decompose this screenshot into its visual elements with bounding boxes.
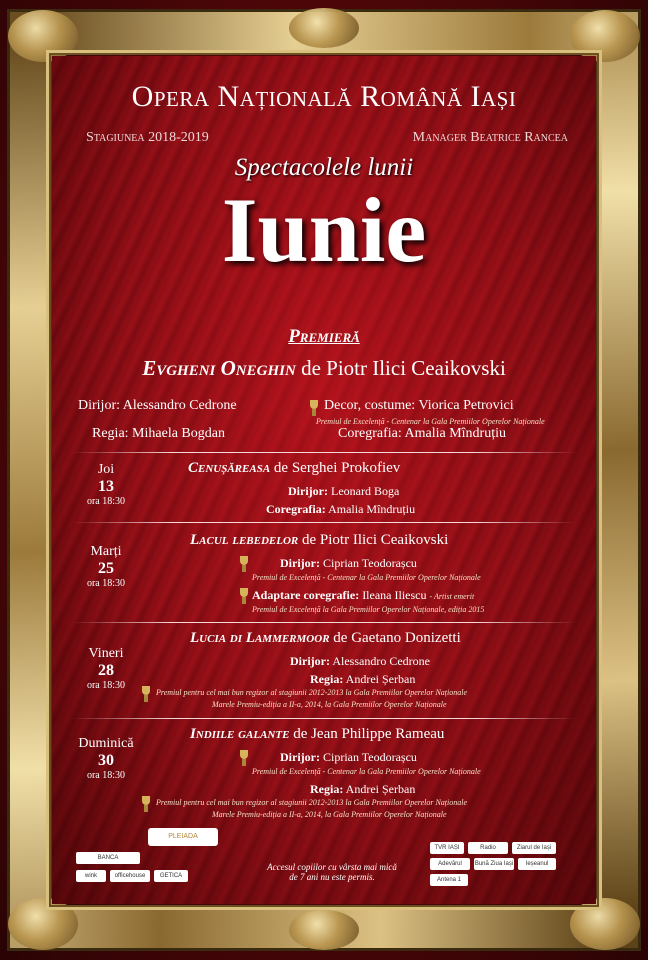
manager-label: Manager Beatrice Rancea [412, 130, 568, 145]
sponsor-logo: BANCA [76, 852, 140, 864]
event-composer: de Piotr Ilici Ceaikovski [302, 532, 449, 548]
event-composer: de Serghei Prokofiev [273, 460, 401, 476]
media-logo: Ziarul de Iași [512, 842, 556, 854]
event-day-number: 25 [98, 560, 114, 577]
event-credit [252, 588, 474, 603]
credit-role: Decor, costume: [324, 398, 416, 413]
credit-title: - Artist emerit [429, 592, 475, 601]
event-date [66, 544, 146, 589]
event-time: ora 18:30 [86, 578, 126, 589]
premiere-show-composer: de Piotr Ilici Ceaikovski [301, 356, 506, 380]
trophy-icon [240, 750, 248, 766]
event-award: Marele Premiu-ediția a II-a, 2014, la Gala Premiilor Operelor Naționale [212, 810, 447, 819]
credit-name: Amalia Mîndruțiu [404, 426, 506, 441]
premiere-label: Premieră [288, 326, 360, 347]
event-date [66, 462, 146, 507]
trophy-icon [240, 556, 248, 572]
month-title: Iunie [221, 179, 427, 281]
event-day: Vineri [88, 646, 124, 661]
premiere-choreography [338, 426, 506, 442]
section-divider [72, 622, 576, 623]
premiere-director [92, 426, 225, 442]
credit-role: Coregrafia: [266, 502, 326, 516]
media-logo: Adevărul [430, 858, 470, 870]
event-title [190, 726, 444, 743]
media-logo: Antena 1 [430, 874, 468, 886]
footer [66, 824, 582, 904]
trophy-icon [142, 686, 150, 702]
event-date [66, 736, 146, 781]
event-day: Joi [97, 462, 115, 477]
media-logo: Radio [468, 842, 508, 854]
media-logo: TVR IAȘI [430, 842, 464, 854]
age-notice: Accesul copiilor cu vârsta mai mică de 7 ani nu este permis. [267, 862, 397, 882]
event-credit [310, 672, 415, 687]
premiere-show [52, 356, 596, 381]
credit-role: Dirijor: [290, 654, 330, 668]
event-composer: de Jean Philippe Rameau [293, 726, 445, 742]
pleiada-logo: PLEIADA [148, 828, 218, 846]
trophy-icon [240, 588, 248, 604]
event-show-name: Indiile galante [190, 726, 290, 742]
event-award: Premiul pentru cel mai bun regizor al stagiunii 2012-2013 la Gala Premiilor Operelor Naționale [156, 688, 468, 697]
credit-role: Regia: [92, 426, 129, 441]
event-day-number: 28 [98, 662, 114, 679]
event-credit [280, 556, 417, 571]
event-day: Duminică [78, 736, 134, 751]
event-time: ora 18:30 [86, 680, 126, 691]
sponsor-logo: officehouse [110, 870, 150, 882]
event-credit [310, 782, 415, 797]
credit-role: Regia: [310, 782, 344, 796]
credit-name: Ciprian Teodorașcu [322, 556, 417, 570]
poster-canvas [52, 56, 596, 904]
premiere-design [324, 398, 514, 414]
credit-name: Alessandro Cedrone [122, 398, 237, 413]
premiere-show-name: Evgheni Oneghin [142, 356, 296, 380]
frame-ornament-top-center [289, 8, 359, 48]
credit-name: Leonard Boga [330, 484, 400, 498]
credit-name: Viorica Petrovici [418, 398, 514, 413]
event-award: Premiul pentru cel mai bun regizor al stagiunii 2012-2013 la Gala Premiilor Operelor Naționale [156, 798, 468, 807]
event-time: ora 18:30 [86, 496, 126, 507]
event-award: Premiul de Excelență - Centenar la Gala Premiilor Operelor Naționale [252, 767, 481, 776]
sponsor-logo: wink [76, 870, 106, 882]
script-heading: Spectacolele lunii [234, 154, 414, 181]
section-divider [72, 452, 576, 453]
event-composer: de Gaetano Donizetti [333, 630, 461, 646]
credit-name: Andrei Șerban [345, 672, 416, 686]
credit-name: Ciprian Teodorașcu [322, 750, 417, 764]
credit-name: Andrei Șerban [345, 782, 416, 796]
event-credit [280, 750, 417, 765]
section-divider [72, 718, 576, 719]
credit-name: Mihaela Bogdan [132, 426, 225, 441]
event-time: ora 18:30 [86, 770, 126, 781]
trophy-icon [142, 796, 150, 812]
opera-title: Opera Națională Română Iași [131, 80, 517, 113]
season-label: Stagiunea 2018-2019 [86, 130, 209, 145]
credit-role: Regia: [310, 672, 344, 686]
trophy-icon [310, 400, 318, 416]
event-title [190, 630, 461, 647]
sponsor-logo: GETICA [154, 870, 188, 882]
event-award: Premiul de Excelență la Gala Premiilor Operelor Naționale, ediția 2015 [252, 605, 485, 614]
event-show-name: Cenușăreasa [188, 460, 271, 476]
event-award: Marele Premiu-ediția a II-a, 2014, la Gala Premiilor Operelor Naționale [212, 700, 447, 709]
credit-role: Adaptare coregrafie: [252, 588, 360, 602]
event-credit [288, 484, 399, 499]
event-day-number: 30 [98, 752, 114, 769]
frame-ornament-bottom-center [289, 910, 359, 950]
credit-name: Amalia Mîndruțiu [328, 502, 416, 516]
event-date [66, 646, 146, 691]
event-credit [266, 502, 415, 517]
premiere-conductor [78, 398, 237, 414]
credit-role: Dirijor: [288, 484, 328, 498]
event-title [190, 532, 448, 549]
credit-role: Coregrafia: [338, 426, 402, 441]
credit-role: Dirijor: [78, 398, 120, 413]
event-show-name: Lucia di Lammermoor [190, 630, 330, 646]
credit-name: Alessandro Cedrone [332, 654, 430, 668]
event-day-number: 13 [98, 478, 114, 495]
event-award: Premiul de Excelență - Centenar la Gala Premiilor Operelor Naționale [252, 573, 481, 582]
event-credit [290, 654, 430, 669]
credit-role: Dirijor: [280, 750, 320, 764]
premiere-award: Premiul de Excelență - Centenar la Gala Premiilor Operelor Naționale [316, 417, 545, 426]
event-show-name: Lacul lebedelor [190, 532, 299, 548]
credit-role: Dirijor: [280, 556, 320, 570]
section-divider [72, 522, 576, 523]
credit-name: Ileana Iliescu [362, 588, 427, 602]
media-logo: Bună Ziua Iași [474, 858, 514, 870]
event-title [188, 460, 400, 477]
media-logo: Ieșeanul [518, 858, 556, 870]
event-day: Marți [90, 544, 122, 559]
